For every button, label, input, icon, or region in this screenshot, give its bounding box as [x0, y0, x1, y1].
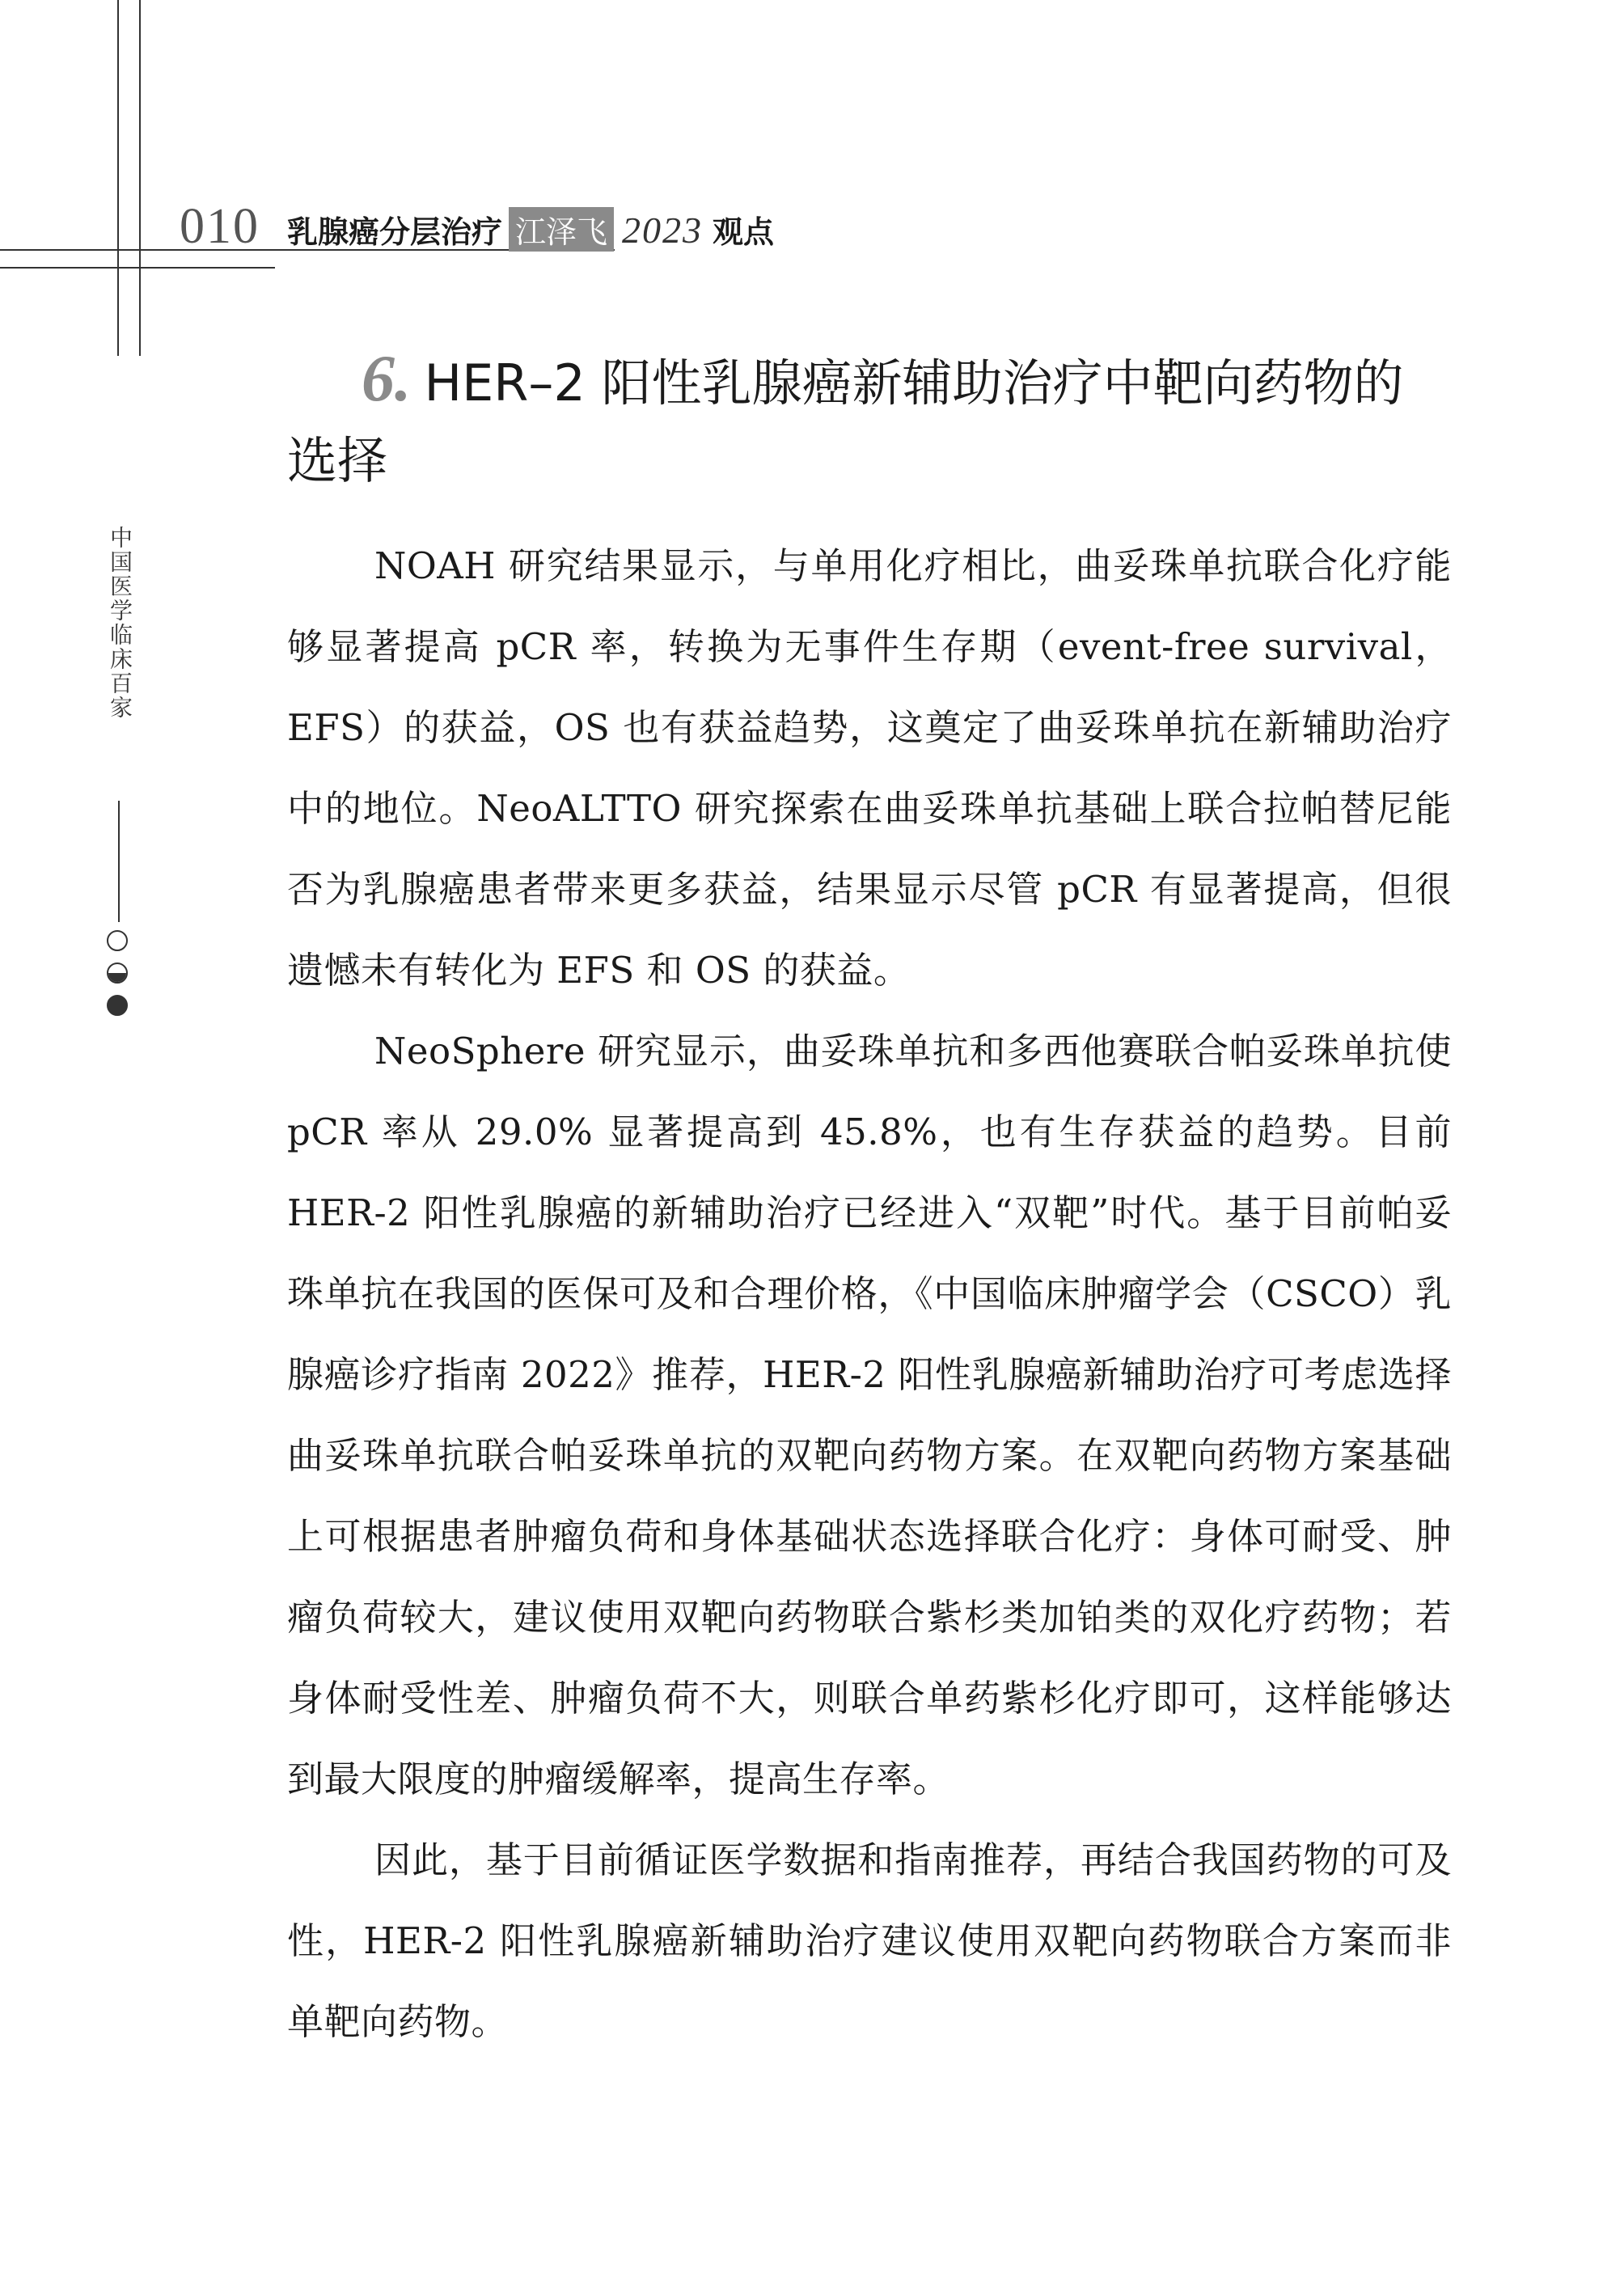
running-header: [180, 198, 774, 263]
empty-circle-icon: [107, 930, 128, 951]
paragraph: NeoSphere 研究显示，曲妥珠单抗和多西他赛联合帕妥珠单抗使 pCR 率从 29.0% 显著提高到 45.8%，也有生存获益的趋势。目前 HER-2 阳性乳腺癌的新辅助治疗已经进入“双靶”时代。基于目前帕妥珠单抗在我国的医保可及和合理价格，《中国临床肿瘤学会（CSCO）乳腺癌诊疗指南 2022》推荐，HER-2 阳性乳腺癌新辅助治疗可考虑选择曲妥珠单抗联合帕妥珠单抗的双靶向药物方案。在双靶向药物方案基础上可根据患者肿瘤负荷和身体基础状态选择联合化疗：身体可耐受、肿瘤负荷较大，建议使用双靶向药物联合紫杉类加铂类的双化疗药物；若身体耐受性差、肿瘤负荷不大，则联合单药紫杉化疗即可，这样能够达到最大限度的肿瘤缓解率，提高生存率。: [287, 1030, 1452, 1800]
series-label: 中国医学临床百家: [107, 526, 133, 720]
author-name: 江泽飞: [509, 207, 614, 252]
body-text: [287, 526, 1452, 2062]
page-number: 010: [180, 199, 260, 254]
book-title: 乳腺癌分层治疗: [287, 214, 503, 250]
paragraph: NOAH 研究结果显示，与单用化疗相比，曲妥珠单抗联合化疗能够显著提高 pCR 率，转换为无事件生存期（event-free survival，EFS）的获益，OS 也有获益趋势，这奠定了曲妥珠单抗在新辅助治疗中的地位。NeoALTTO 研究探索在曲妥珠单抗基础上联合拉帕替尼能否为乳腺癌患者带来更多获益，结果显示尽管 pCR 有显著提高，但很遗憾未有转化为 EFS 和 OS 的获益。: [287, 544, 1452, 992]
filled-circle-icon: [107, 995, 128, 1016]
viewpoint-label: 观点: [713, 214, 775, 250]
frame-horizontal-line-bottom: [0, 267, 275, 269]
section-heading: [287, 340, 1452, 500]
side-divider: [118, 801, 120, 922]
edition-year: 2023: [622, 209, 704, 251]
paragraph: 因此，基于目前循证医学数据和指南推荐，再结合我国药物的可及性，HER-2 阳性乳腺癌新辅助治疗建议使用双靶向药物联合方案而非单靶向药物。: [287, 1838, 1452, 2043]
frame-vertical-line-left: [117, 0, 119, 356]
frame-vertical-line-right: [139, 0, 141, 356]
section-title-text: HER–2 阳性乳腺癌新辅助治疗中靶向药物的选择: [287, 353, 1404, 490]
section-number: 6.: [362, 341, 412, 415]
half-circle-icon: [107, 962, 128, 984]
